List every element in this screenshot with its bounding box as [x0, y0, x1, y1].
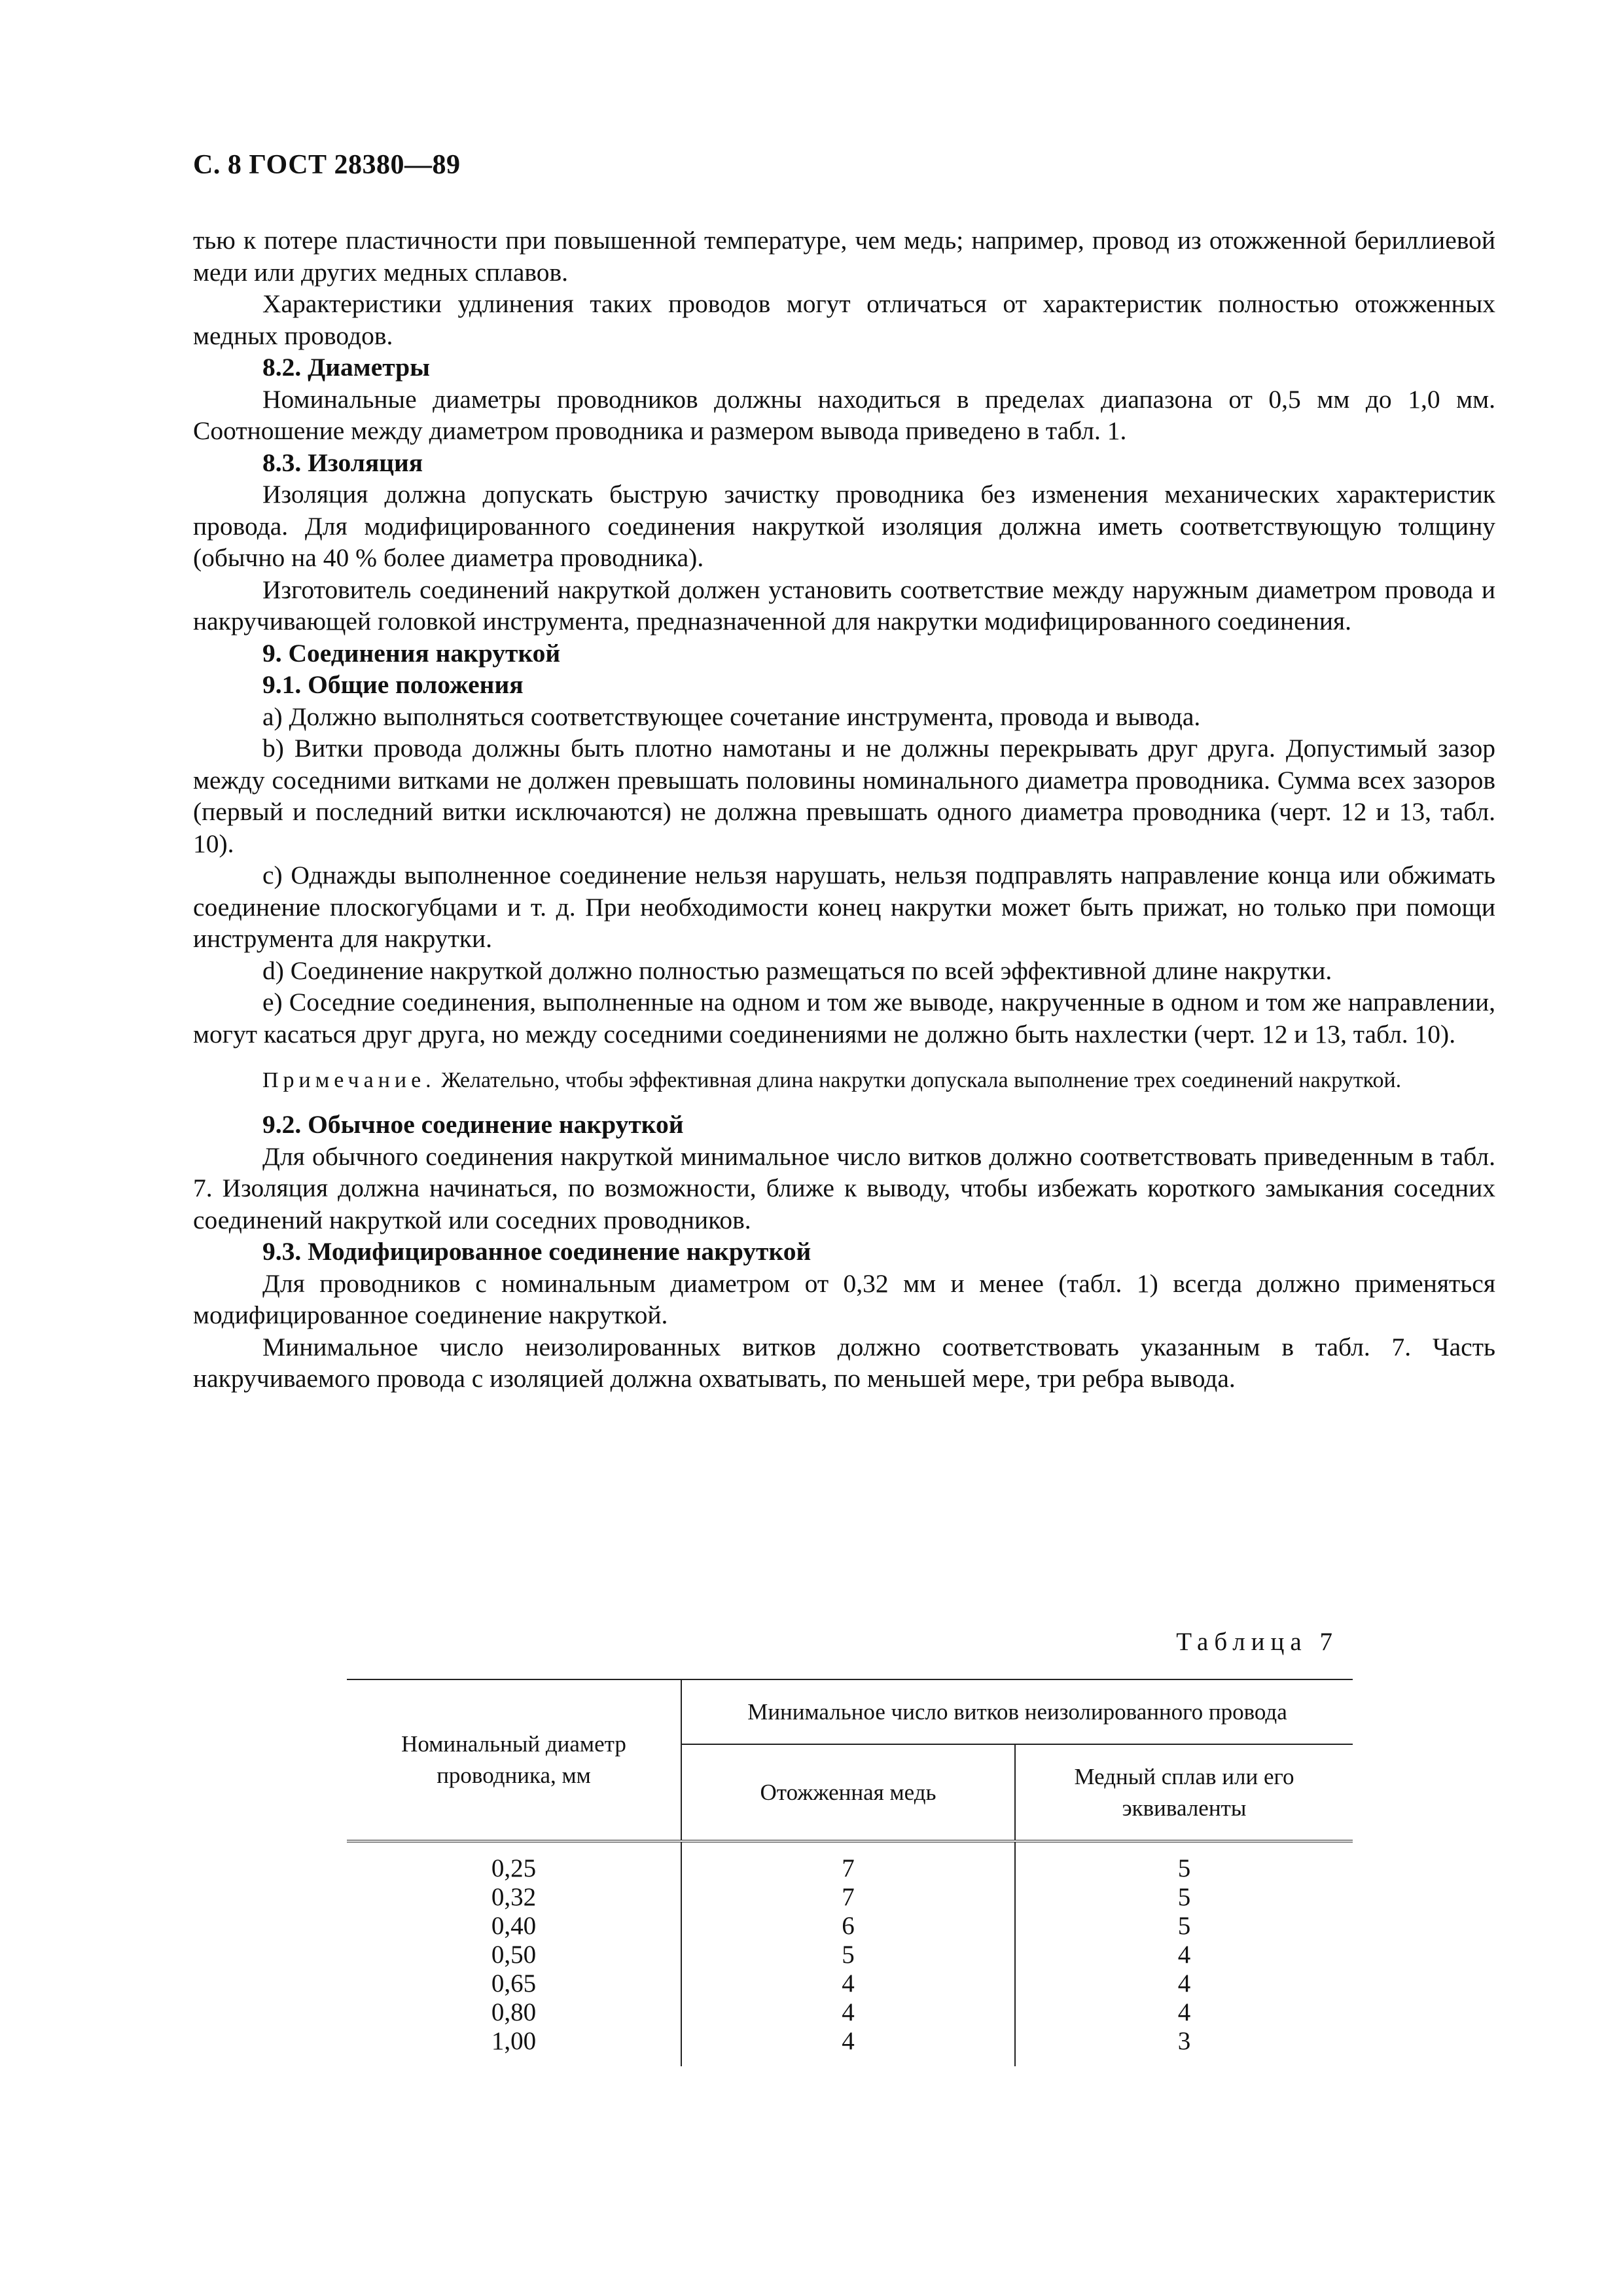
- note-label: Примечание.: [262, 1068, 436, 1092]
- document-page: [193, 0, 1495, 2296]
- column-header-diameter: Номинальный диаметр проводника, мм: [347, 1679, 681, 1841]
- table-row: [347, 1912, 1353, 1941]
- table-7: [347, 1679, 1353, 2066]
- paragraph-insulation: Изоляция должна допускать быструю зачистку проводника без изменения механических характеристик провода. Для модифицированного соединения накруткой изоляция должна иметь соответствующую толщину (обычно на 40 % более диаметра проводника).: [193, 480, 1495, 572]
- cell-copper-alloy: 5: [1177, 1912, 1191, 1940]
- cell-copper-alloy: 4: [1177, 1969, 1191, 1998]
- table-row: [347, 1941, 1353, 1969]
- cell-diameter: 0,65: [347, 1969, 681, 1998]
- cell-diameter: 0,50: [347, 1941, 681, 1969]
- list-item-c: с) Однажды выполненное соединение нельзя нарушать, нельзя подправлять направление конца или обжимать соединение плоскогубцами и т. д. При необходимости конец накрутки может быть прижат, но только при помощи инструмента для накрутки.: [193, 861, 1495, 953]
- section-heading-9: 9. Соединения накруткой: [262, 638, 561, 668]
- cell-annealed-copper: 7: [681, 1841, 1015, 1883]
- table-row: [347, 2027, 1353, 2066]
- column-header-min-turns: Минимальное число витков неизолированного провода: [681, 1679, 1353, 1744]
- section-heading-9-1: 9.1. Общие положения: [262, 670, 524, 699]
- body-text: [193, 224, 1495, 1395]
- note-text: Желательно, чтобы эффективная длина накрутки допускала выполнение трех соединений накруткой.: [435, 1068, 1402, 1092]
- paragraph-modified-connection: Для проводников с номинальным диаметром от 0,32 мм и менее (табл. 1) всегда должно применяться модифицированное соединение накруткой.: [193, 1268, 1495, 1329]
- cell-diameter: 0,25: [347, 1841, 681, 1883]
- column-header-copper-alloy: Медный сплав или его эквиваленты: [1015, 1744, 1353, 1841]
- section-heading-9-3: 9.3. Модифицированное соединение накруткой: [262, 1237, 812, 1266]
- section-heading-9-2: 9.2. Обычное соединение накруткой: [262, 1110, 684, 1139]
- cell-diameter: 0,40: [347, 1912, 681, 1941]
- cell-copper-alloy: 5: [1177, 1883, 1191, 1911]
- cell-copper-alloy: 3: [1177, 2027, 1191, 2055]
- cell-annealed-copper: 7: [681, 1883, 1015, 1912]
- paragraph-ordinary-connection: Для обычного соединения накруткой минимальное число витков должно соответствовать приведенным в табл. 7. Изоляция должна начинаться, по возможности, ближе к выводу, чтобы избежать короткого замыкания соседних соединений накруткой или соседних проводников.: [193, 1141, 1495, 1234]
- section-heading-8-3: 8.3. Изоляция: [262, 448, 423, 477]
- table-row: [347, 1998, 1353, 2027]
- cell-copper-alloy: 4: [1177, 1941, 1191, 1969]
- section-heading-8-2: 8.2. Диаметры: [262, 353, 430, 382]
- cell-annealed-copper: 5: [681, 1941, 1015, 1969]
- list-item-e: е) Соседние соединения, выполненные на одном и том же выводе, накрученные в одном и том же направлении, могут касаться друг друга, но между соседними соединениями не должно быть нахлестки (черт. 12 и 13, табл. 10).: [193, 988, 1495, 1049]
- cell-annealed-copper: 6: [681, 1912, 1015, 1941]
- paragraph-manufacturer: Изготовитель соединений накруткой должен установить соответствие между наружным диаметром провода и накручивающей головкой инструмента, предназначенной для накрутки модифицированного соединения.: [193, 575, 1495, 636]
- table-row: [347, 1969, 1353, 1998]
- cell-diameter: 0,80: [347, 1998, 681, 2027]
- note: [193, 1067, 1495, 1094]
- table-row: [347, 1883, 1353, 1912]
- cell-diameter: 1,00: [347, 2027, 681, 2066]
- paragraph-min-turns: Минимальное число неизолированных витков должно соответствовать указанным в табл. 7. Часть накручиваемого провода с изоляцией должна охватывать, по меньшей мере, три ребра вывода.: [193, 1332, 1495, 1393]
- cell-annealed-copper: 4: [681, 1998, 1015, 2027]
- cell-copper-alloy: 4: [1177, 1998, 1191, 2026]
- paragraph-elongation: Характеристики удлинения таких проводов могут отличаться от характеристик полностью отожженных медных проводов.: [193, 289, 1495, 350]
- cell-copper-alloy: 5: [1177, 1854, 1191, 1882]
- list-item-b: b) Витки провода должны быть плотно намотаны и не должны перекрывать друг друга. Допустимый зазор между соседними витками не должен превышать половины номинального диаметра проводника. Сумма всех зазоров (первый и последний витки исключаются) не должна превышать одного диаметра проводника (черт. 12 и 13, табл. 10).: [193, 734, 1495, 858]
- cell-annealed-copper: 4: [681, 1969, 1015, 1998]
- paragraph-diameters: Номинальные диаметры проводников должны находиться в пределах диапазона от 0,5 мм до 1,0 мм. Соотношение между диаметром проводника и размером вывода приведено в табл. 1.: [193, 384, 1495, 445]
- column-header-annealed-copper: Отожженная медь: [681, 1744, 1015, 1841]
- table-caption: Таблица 7: [1176, 1628, 1338, 1656]
- table-row: [347, 1841, 1353, 1883]
- page-header: С. 8 ГОСТ 28380—89: [193, 150, 461, 180]
- list-item-d: d) Соединение накруткой должно полностью размещаться по всей эффективной длине накрутки.: [262, 956, 1332, 985]
- cell-diameter: 0,32: [347, 1883, 681, 1912]
- list-item-a: а) Должно выполняться соответствующее сочетание инструмента, провода и вывода.: [262, 702, 1201, 731]
- cell-annealed-copper: 4: [681, 2027, 1015, 2066]
- paragraph-continuation: тью к потере пластичности при повышенной температуре, чем медь; например, провод из отожженной бериллиевой меди или других медных сплавов.: [193, 226, 1495, 287]
